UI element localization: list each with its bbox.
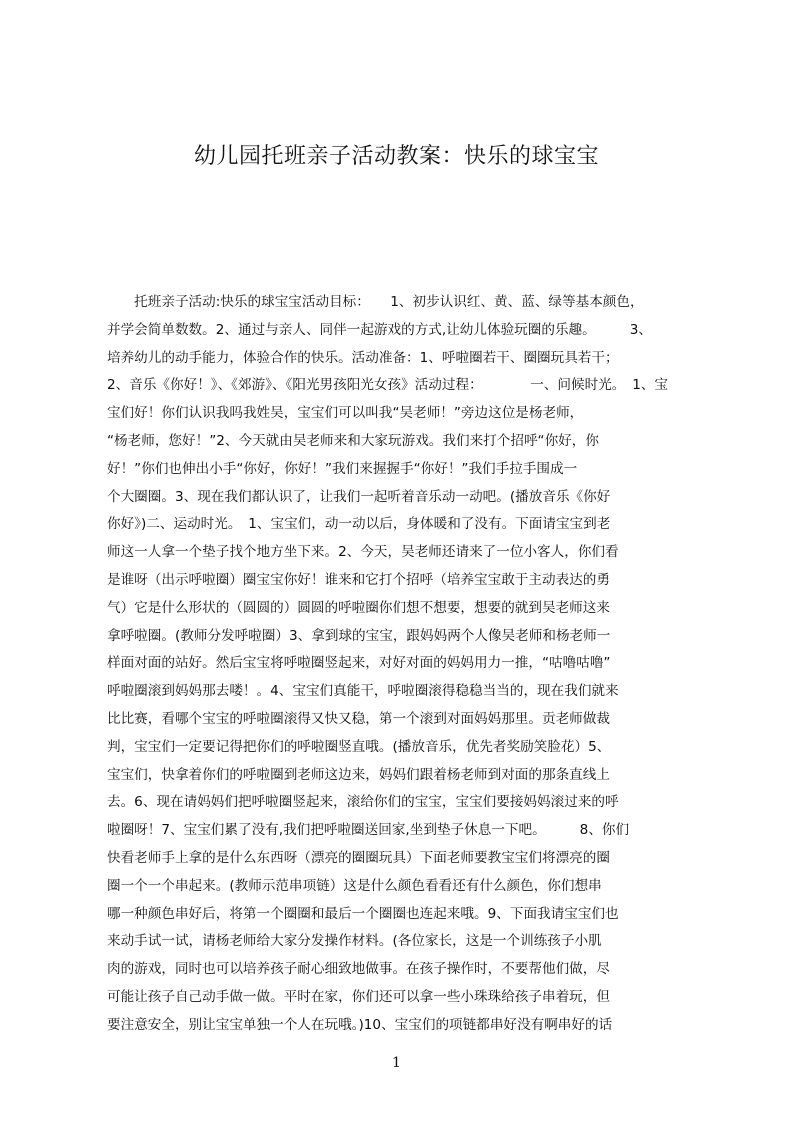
text-line: 样面对面的站好。然后宝宝将呼啦圈竖起来，对好对面的妈妈用力一推，“咕噜咕噜” [107, 655, 611, 672]
text-line: 快看老师手上拿的是什么东西呀（漂亮的圈圈玩具）下面老师要教宝宝们将漂亮的圈 [107, 849, 610, 866]
text-line: 比比赛，看哪个宝宝的呼啦圈滚得又快又稳，第一个滚到对面妈妈那里。贡老师做裁 [107, 710, 610, 727]
page-number: 1 [392, 1055, 401, 1071]
text-line: 判，宝宝们一定要记得把你们的呼啦圈竖直哦。(播放音乐，优先者奖励笑脸花）5、 [107, 738, 611, 755]
document-title: 幼儿园托班亲子活动教案：快乐的球宝宝 [193, 144, 599, 169]
text-line: 来动手试一试，请杨老师给大家分发操作材料。(各位家长，这是一个训练孩子小肌 [107, 933, 602, 950]
text-line: 师这一人拿一个垫子找个地方坐下来。2、今天，吴老师还请来了一位小客人，你们看 [107, 544, 619, 561]
text-line: 是谁呀（出示呼啦圈）圈宝宝你好！谁来和它打个招呼（培养宝宝敢于主动表达的勇 [107, 571, 610, 588]
text-line: 你好》)二、运动时光。 1、宝宝们，动一动以后，身体暖和了没有。下面请宝宝到老 [107, 516, 611, 533]
text-line: 哪一种颜色串好后，将第一个圈圈和最后一个圈圈也连起来哦。9、下面我请宝宝们也 [107, 905, 619, 922]
text-line: 要注意安全，别让宝宝单独一个人在玩哦。)10、宝宝们的项链都串好没有啊串好的话 [107, 1016, 613, 1033]
text-line: 圈一个一个串起来。(教师示范串项链）这是什么颜色看看还有什么颜色，你们想串 [107, 877, 602, 894]
text-line: 宝宝们，快拿着你们的呼啦圈到老师这边来，妈妈们跟着杨老师到对面的那条直线上 [107, 766, 610, 783]
text-line: 气）它是什么形状的（圆圆的）圆圆的呼啦圈你们想不想要，想要的就到吴老师这来 [107, 599, 610, 616]
text-line: 培养幼儿的动手能力，体验合作的快乐。活动准备：1、呼啦圈若干、圈圈玩具若干； [107, 349, 619, 366]
text-line: 2、音乐《你好！》、《郊游》、《阳光男孩阳光女孩》活动过程： 一、问候时光。 1、宝 [107, 377, 669, 394]
text-line: 可能让孩子自己动手做一做。平时在家，你们还可以拿一些小珠珠给孩子串着玩，但 [107, 988, 610, 1005]
text-line: “杨老师，您好！”2、今天就由吴老师来和大家玩游戏。我们来打个招呼“你好，你 [107, 432, 599, 449]
text-line: 呼啦圈滚到妈妈那去喽！。4、宝宝们真能干，呼啦圈滚得稳稳当当的，现在我们就来 [107, 683, 619, 700]
text-line: 并学会简单数数。2、通过与亲人、同伴一起游戏的方式,让幼儿体验玩圈的乐趣。 3、 [107, 321, 652, 338]
text-line: 肉的游戏，同时也可以培养孩子耐心细致地做事。在孩子操作时，不要帮他们做，尽 [107, 961, 610, 978]
text-line: 宝们好！你们认识我吗我姓吴，宝宝们可以叫我“吴老师！”旁边这位是杨老师， [107, 405, 584, 422]
text-line: 托班亲子活动:快乐的球宝宝活动目标： 1、初步认识红、黄、蓝、绿等基本颜色， [107, 294, 644, 310]
text-line: 个大圈圈。3、现在我们都认识了，让我们一起听着音乐动一动吧。(播放音乐《你好 [107, 488, 611, 505]
text-line: 好！”你们也伸出小手“你好，你好！”我们来握握手“你好！”我们手拉手围成一 [107, 460, 578, 477]
text-line: 啦圈呀！7、宝宝们累了没有,我们把呼啦圈送回家,坐到垫子休息一下吧。 8、你们 [107, 822, 630, 839]
text-line: 拿呼啦圈。(教师分发呼啦圈）3、拿到球的宝宝，跟妈妈两个人像吴老师和杨老师一 [107, 627, 611, 644]
body-paragraph [107, 289, 697, 1049]
text-line: 去。6、现在请妈妈们把呼啦圈竖起来，滚给你们的宝宝，宝宝们要接妈妈滚过来的呼 [107, 794, 619, 811]
